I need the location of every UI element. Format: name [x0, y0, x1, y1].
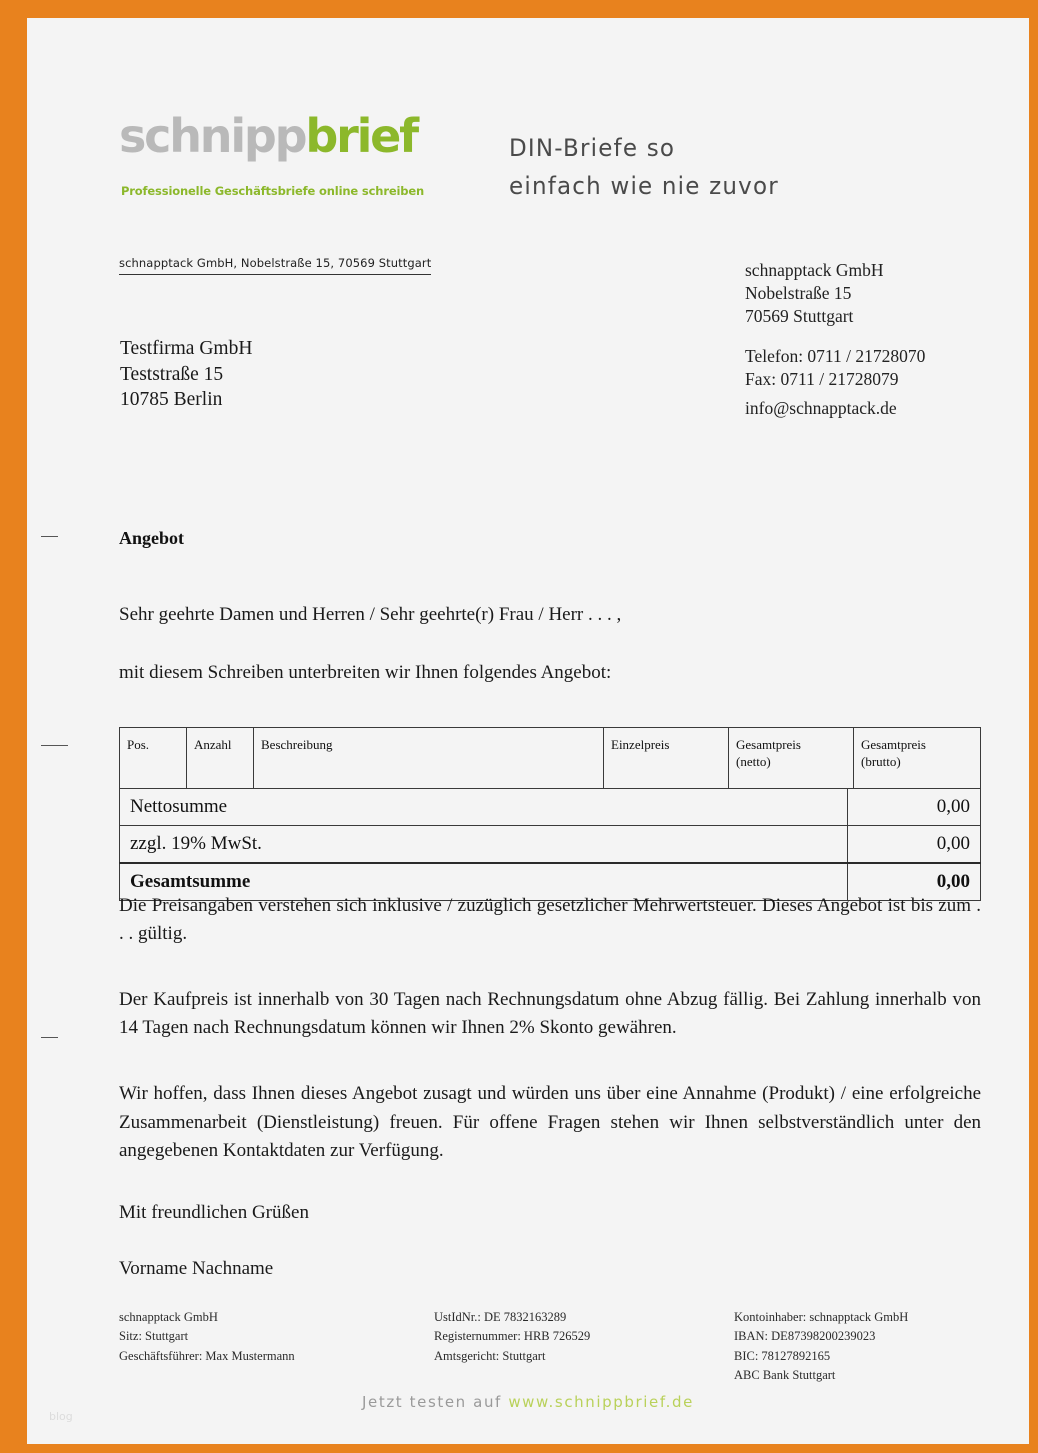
col-header-gesamtpreis-brutto [854, 728, 981, 789]
logo-tagline: Professionelle Geschäftsbriefe online schreiben [121, 184, 425, 198]
header-claim-line1: DIN-Briefe so [509, 135, 676, 163]
letter-subject: Angebot [119, 528, 185, 548]
col-header-beschreibung: Beschreibung [254, 728, 604, 789]
fold-mark-bottom [41, 1037, 58, 1038]
summary-value-gesamt: 0,00 [848, 863, 981, 901]
col-header-netto-line1: Gesamtpreis [736, 737, 801, 752]
contact-spacer [745, 328, 925, 345]
col-header-gesamtpreis-netto [729, 728, 854, 789]
recipient-company: Testfirma GmbH [120, 338, 253, 359]
items-table [119, 727, 981, 789]
bottom-promo-text: Jetzt testen auf [361, 1393, 509, 1411]
paragraph-payment: Der Kaufpreis ist innerhalb von 30 Tagen nach Rechnungsdatum ohne Abzug fällig. Bei Zahlung innerhalb von 14 Tagen nach Rechnungsdatum können wir Ihnen 2% Skonto gewähren. [119, 989, 981, 1039]
col-header-anzahl: Anzahl [187, 728, 254, 789]
recipient-city: 10785 Berlin [120, 389, 223, 411]
footer-bic: BIC: 78127892165 [734, 1348, 831, 1363]
footer-register-number: Registernummer: HRB 726529 [434, 1329, 591, 1344]
summary-table [119, 788, 981, 901]
footer-court: Amtsgericht: Stuttgart [434, 1348, 546, 1363]
recipient-address [120, 336, 252, 413]
summary-label-netto: Nettosumme [120, 789, 848, 826]
col-header-brutto-line1: Gesamtpreis [861, 737, 926, 752]
footer-column-registration [434, 1308, 734, 1386]
letter-header [27, 18, 1029, 200]
header-claim [509, 131, 779, 206]
return-address-line: schnapptack GmbH, Nobelstraße 15, 70569 Stuttgart [119, 256, 431, 275]
sender-city: 70569 Stuttgart [745, 305, 854, 326]
sender-company: schnapptack GmbH [745, 260, 884, 280]
letter-regards: Mit freundlichen Grüßen [119, 1201, 309, 1223]
col-header-brutto-line2: (brutto) [861, 753, 901, 769]
footer-column-company [119, 1308, 434, 1386]
summary-value-mwst: 0,00 [848, 826, 981, 864]
letter-body-top [119, 528, 981, 713]
fold-mark-top [41, 536, 58, 537]
paragraph-prices: Die Preisangaben verstehen sich inklusive / zuzüglich gesetzlicher Mehrwertsteuer. Dieses Angebot ist bis zum . . . gültig. [119, 895, 981, 945]
bottom-promo-url[interactable]: www.schnippbrief.de [508, 1393, 694, 1411]
col-header-netto-line2: (netto) [736, 753, 771, 769]
footer-company-seat: Sitz: Stuttgart [119, 1329, 189, 1344]
footer-bank-name: ABC Bank Stuttgart [734, 1368, 836, 1383]
sender-phone: Telefon: 0711 / 21728070 [745, 345, 926, 366]
letter-signature: Vorname Nachname [119, 1257, 274, 1279]
summary-label-mwst: zzgl. 19% MwSt. [120, 826, 848, 864]
bottom-promo [27, 1393, 1029, 1411]
sender-contact-block [745, 259, 925, 420]
summary-label-gesamt: Gesamtsumme [120, 863, 848, 901]
summary-row-mwst [120, 826, 981, 864]
summary-row-netto [120, 789, 981, 826]
paragraph-closing: Wir hoffen, dass Ihnen dieses Angebot zusagt und würden uns über eine Annahme (Produkt) / eine erfolgreiche Zusammenarbeit (Dienstleistung) freuen. Für offene Fragen stehen wir Ihnen selbstverständlich unter den angegebenen Kontaktdaten zur Verfügung. [119, 1083, 981, 1161]
fold-mark-middle [41, 745, 68, 746]
items-table-wrapper [119, 727, 981, 901]
footer-company-name: schnapptack GmbH [119, 1310, 218, 1324]
schnippbrief-logo [119, 109, 417, 163]
items-table-header-row [120, 728, 981, 789]
letter-page [27, 18, 1029, 1444]
logo-text-brief: brief [305, 109, 417, 163]
col-header-einzelpreis: Einzelpreis [604, 728, 729, 789]
header-claim-line2: einfach wie nie zuvor [509, 172, 779, 200]
summary-value-netto: 0,00 [848, 789, 981, 826]
footer-iban: IBAN: DE87398200239023 [734, 1329, 876, 1344]
sender-fax: Fax: 0711 / 21728079 [745, 368, 899, 389]
letter-footer [119, 1308, 981, 1386]
footer-vat-id: UstIdNr.: DE 7832163289 [434, 1310, 567, 1324]
footer-company-ceo: Geschäftsführer: Max Mustermann [119, 1348, 295, 1363]
letter-body-bottom [119, 892, 981, 1309]
footer-account-holder: Kontoinhaber: schnapptack GmbH [734, 1310, 909, 1324]
col-header-pos: Pos. [120, 728, 187, 789]
watermark-label: blog [49, 1410, 73, 1423]
footer-column-bank [734, 1308, 981, 1386]
letter-intro: mit diesem Schreiben unterbreiten wir Ihnen folgendes Angebot: [119, 662, 612, 684]
sender-street: Nobelstraße 15 [745, 282, 852, 303]
recipient-street: Teststraße 15 [120, 363, 224, 385]
sender-email: info@schnapptack.de [745, 397, 897, 418]
logo-text-schnipp: schnipp [119, 109, 306, 163]
letter-salutation: Sehr geehrte Damen und Herren / Sehr geehrte(r) Frau / Herr . . . , [119, 604, 622, 625]
